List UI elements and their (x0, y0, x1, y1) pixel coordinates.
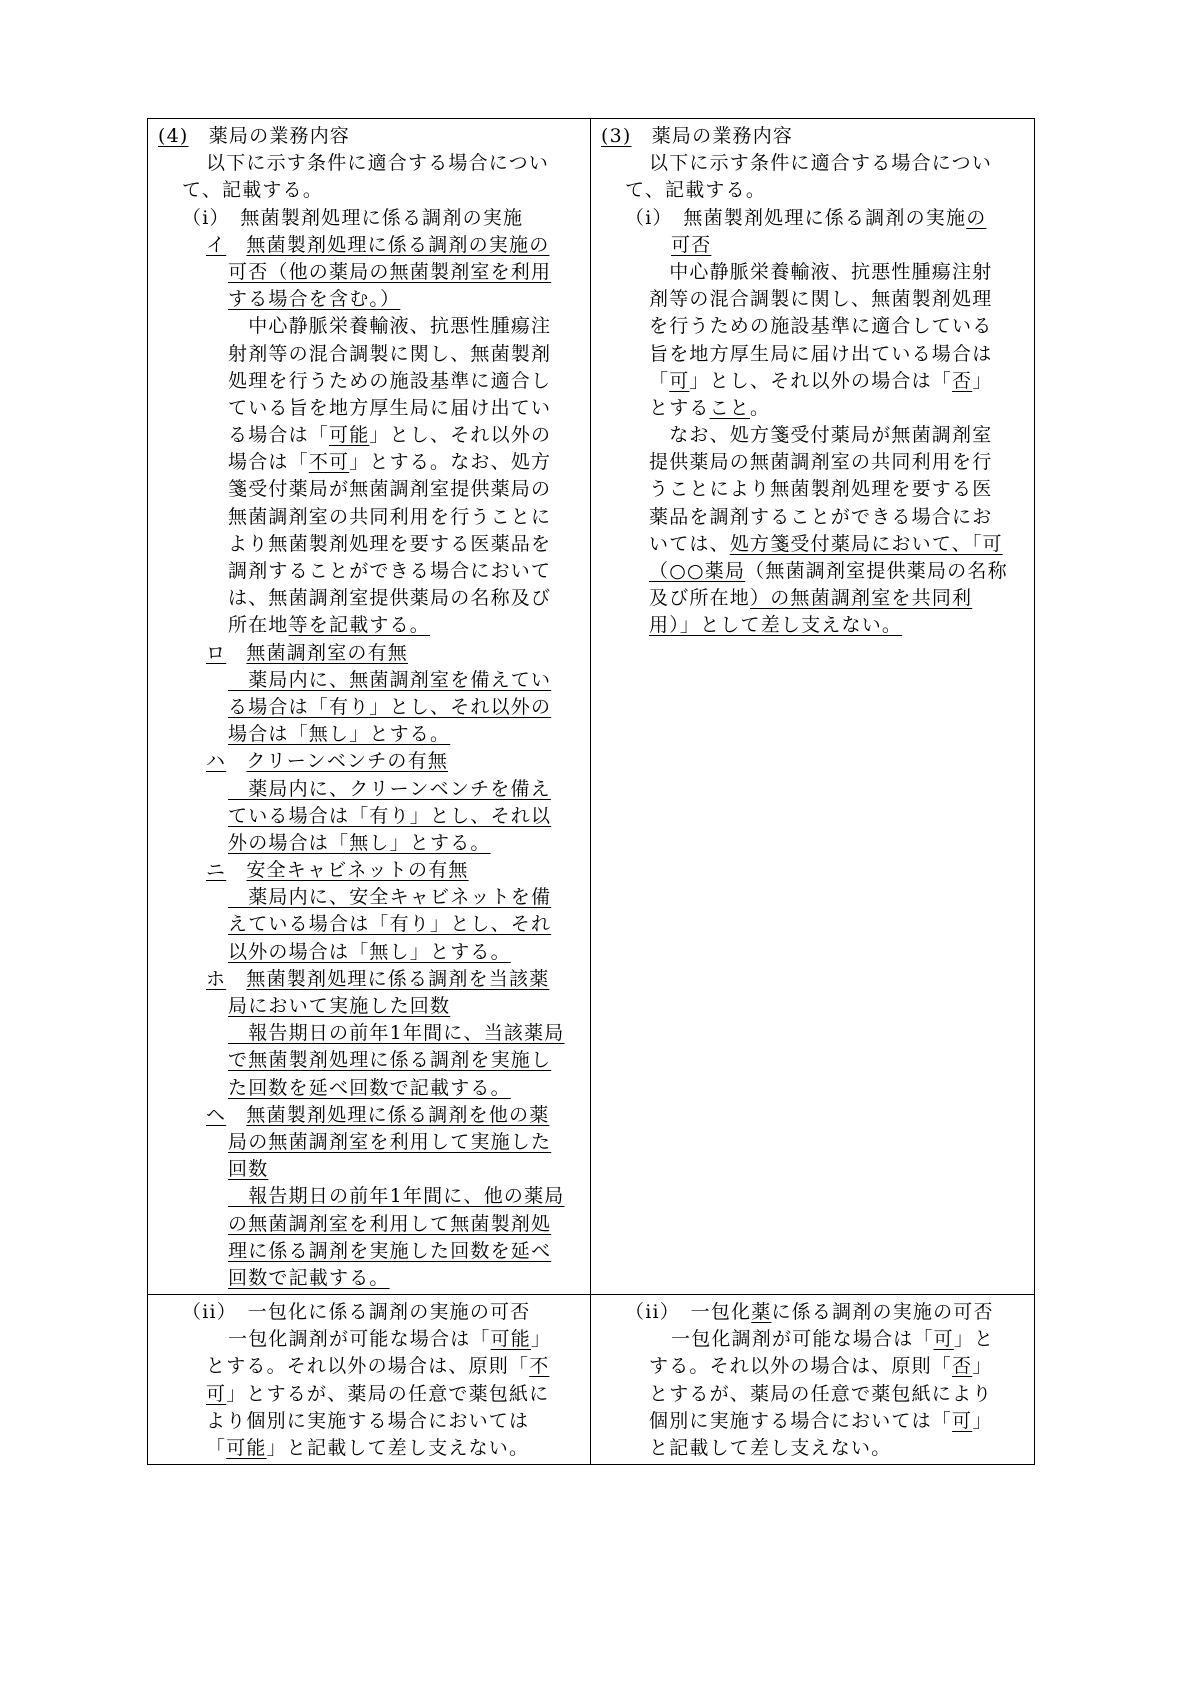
body-text: 薬局内に、安全キャビネットを備 (228, 886, 552, 909)
body-text: （無菌調剤室提供薬局の名称 (745, 560, 1008, 582)
value-impossible: 否 (952, 1355, 973, 1378)
item-title: 無菌製剤処理に係る調剤の実施の (246, 233, 550, 256)
section-number: (3) (601, 125, 632, 147)
body-text: なお、処方箋受付薬局が無菌調剤室 (649, 424, 993, 447)
item-mark: ホ (206, 967, 227, 990)
body-text: た回数を延べ回数で記載する。 (228, 1076, 511, 1099)
value-impossible: 不可 (308, 451, 350, 474)
right-cell-unit-dose (591, 1295, 1034, 1464)
value-impossible: 可 (206, 1382, 227, 1405)
body-text: ている旨を地方厚生局に届け出てい (228, 396, 552, 419)
body-text: 」と記載して差し支えない。 (266, 1437, 530, 1459)
section-heading: 薬局の業務内容 (188, 125, 351, 147)
table-row-upper (148, 119, 1034, 1294)
item-title: 局の無菌調剤室を利用して実施した (228, 1130, 552, 1153)
body-text: 「 (649, 369, 670, 392)
body-text: 報告期日の前年1年間に、他の薬局 (228, 1185, 565, 1208)
body-text: 所在地 (228, 614, 289, 637)
item-mark: ヘ (206, 1103, 227, 1126)
item-title: する場合を含む。） (228, 288, 401, 311)
subsection-heading: （i） 無菌製剤処理に係る調剤の実施 (182, 206, 524, 229)
body-text: 調剤することができる場合において (228, 560, 552, 582)
body-text: る場合は「有り」とし、それ以外の (228, 695, 552, 718)
body-text: 」とするが、薬局の任意で薬包紙に (226, 1382, 550, 1405)
body-text: 提供薬局の無菌調剤室の共同利用を行 (649, 451, 993, 474)
body-text: とする (649, 396, 710, 419)
item-mark: ニ (206, 859, 227, 882)
body-text: 一包化調剤が可能な場合は「 (228, 1328, 491, 1351)
subsection-heading: （ii） 一包化 (625, 1301, 752, 1324)
body-text: 」 (972, 1355, 993, 1378)
item-title: クリーンベンチの有無 (246, 750, 449, 773)
body-text: 」とし、それ以外の場合は「 (689, 369, 953, 392)
body-text: 剤等の混合調製に関し、無菌製剤処理 (649, 288, 993, 311)
body-text: 場合は「 (228, 451, 309, 474)
body-text: の無菌調剤室を利用して無菌製剤処 (228, 1212, 552, 1235)
body-text: （○○薬局 (649, 560, 746, 582)
value-possible: 可 (669, 369, 690, 392)
body-text: こと (709, 396, 751, 419)
left-cell-unit-dose (148, 1295, 591, 1464)
body-text: 薬局内に、無菌調剤室を備えてい (228, 668, 552, 691)
body-text: で無菌製剤処理に係る調剤を実施し (228, 1049, 552, 1072)
value-possible: 可能 (226, 1437, 267, 1459)
body-text: 射剤等の混合調製に関し、無菌製剤 (228, 342, 552, 365)
body-text: 」とし、それ以外の (369, 424, 552, 447)
item-mark: ロ (206, 641, 227, 664)
value-possible: 可能 (329, 424, 370, 447)
body-text: 箋受付薬局が無菌調剤室提供薬局の (228, 478, 552, 501)
item-mark: ハ (206, 750, 227, 773)
body-text: る場合は「 (228, 424, 330, 447)
item-title: 安全キャビネットの有無 (246, 859, 469, 882)
body-text: 以外の場合は「無し」とする。 (228, 940, 511, 963)
subsection-heading: の (966, 206, 987, 229)
body-text: 用）」として差し支えない。 (649, 614, 903, 637)
body-text: を行うための施設基準に適合している (649, 315, 993, 338)
comparison-table (147, 118, 1035, 1465)
body-text: 」と (953, 1328, 995, 1351)
subsection-heading: （i） 無菌製剤処理に係る調剤の実施 (625, 206, 967, 229)
value-possible: 可 (952, 1409, 973, 1432)
body-text: とするが、薬局の任意で薬包紙により (649, 1382, 993, 1405)
intro-text: て、記載する。 (625, 179, 767, 202)
body-text: 。 (750, 396, 771, 419)
body-text: と記載して差し支えない。 (649, 1437, 892, 1459)
item-title: 回数 (228, 1158, 269, 1181)
body-text: 」 (531, 1328, 552, 1351)
item-title: 無菌製剤処理に係る調剤を他の薬 (246, 1103, 550, 1126)
subsection-heading: 薬 (751, 1301, 772, 1324)
body-text: する。それ以外の場合は、原則「 (649, 1355, 953, 1378)
body-text: 無菌調剤室の共同利用を行うことに (228, 505, 552, 528)
value-possible: 可能 (490, 1328, 532, 1351)
subsection-heading: 可否 (671, 233, 712, 256)
body-text: 場合は「無し」とする。 (228, 723, 451, 746)
value-possible: 可 (933, 1328, 954, 1351)
value-impossible: 不 (529, 1355, 550, 1378)
body-text: 「 (206, 1437, 227, 1459)
body-text: うことにより無菌製剤処理を要する医 (649, 478, 993, 501)
body-text: 等を記載する。 (288, 614, 431, 637)
item-title: 無菌調剤室の有無 (246, 641, 409, 664)
body-text: 中心静脈栄養輸液、抗悪性腫瘍注射 (649, 260, 993, 283)
body-text: 報告期日の前年1年間に、当該薬局 (228, 1022, 565, 1045)
body-text: 薬品を調剤することができる場合にお (649, 505, 993, 528)
right-cell-section-3 (591, 119, 1034, 1294)
body-text: より無菌製剤処理を要する医薬品を (228, 532, 552, 555)
left-cell-section-4 (148, 119, 591, 1294)
intro-text: て、記載する。 (182, 179, 324, 202)
body-text: 」 (972, 1409, 993, 1432)
body-text: 」とする。なお、処方 (349, 451, 552, 474)
table-row-lower (148, 1294, 1034, 1464)
body-text: 外の場合は「無し」とする。 (228, 831, 491, 854)
body-text: 中心静脈栄養輸液、抗悪性腫瘍注 (228, 315, 552, 338)
section-number: (4) (158, 125, 189, 147)
value-impossible: 否 (952, 369, 973, 392)
body-text: は、無菌調剤室提供薬局の名称及び (228, 587, 552, 610)
intro-text: 以下に示す条件に適合する場合につい (206, 152, 550, 175)
body-text: とする。それ以外の場合は、原則「 (206, 1355, 530, 1378)
subsection-heading: に係る調剤の実施の可否 (771, 1301, 994, 1324)
body-text: ）の無菌調剤室を共同利 (750, 587, 973, 610)
subsection-heading: （ii） 一包化に係る調剤の実施の可否 (182, 1301, 531, 1324)
body-text: 処理を行うための施設基準に適合し (228, 369, 552, 392)
body-text: 個別に実施する場合においては「 (649, 1409, 953, 1432)
body-text: 及び所在地 (649, 587, 751, 610)
item-mark: イ (206, 233, 227, 256)
body-text: 一包化調剤が可能な場合は「 (671, 1328, 934, 1351)
body-text: 薬局内に、クリーンベンチを備え (228, 777, 551, 800)
item-title: 無菌製剤処理に係る調剤を当該薬 (246, 967, 550, 990)
body-text: 回数で記載する。 (228, 1266, 390, 1289)
section-heading: 薬局の業務内容 (631, 125, 794, 147)
body-text: より個別に実施する場合においては (206, 1409, 530, 1432)
body-text: 旨を地方厚生局に届け出ている場合は (649, 342, 993, 365)
body-text: いては、 (649, 532, 730, 555)
body-text: えている場合は「有り」とし、それ (228, 913, 552, 936)
item-title: 局において実施した回数 (228, 995, 451, 1017)
body-text: 」 (972, 369, 993, 392)
intro-text: 以下に示す条件に適合する場合につい (649, 152, 993, 175)
body-text: 処方箋受付薬局において、「可 (729, 532, 1003, 555)
body-text: 理に係る調剤を実施した回数を延べ (228, 1239, 552, 1262)
body-text: ている場合は「有り」とし、それ以 (228, 804, 552, 827)
item-title: 可否（他の薬局の無菌製剤室を利用 (228, 260, 552, 283)
